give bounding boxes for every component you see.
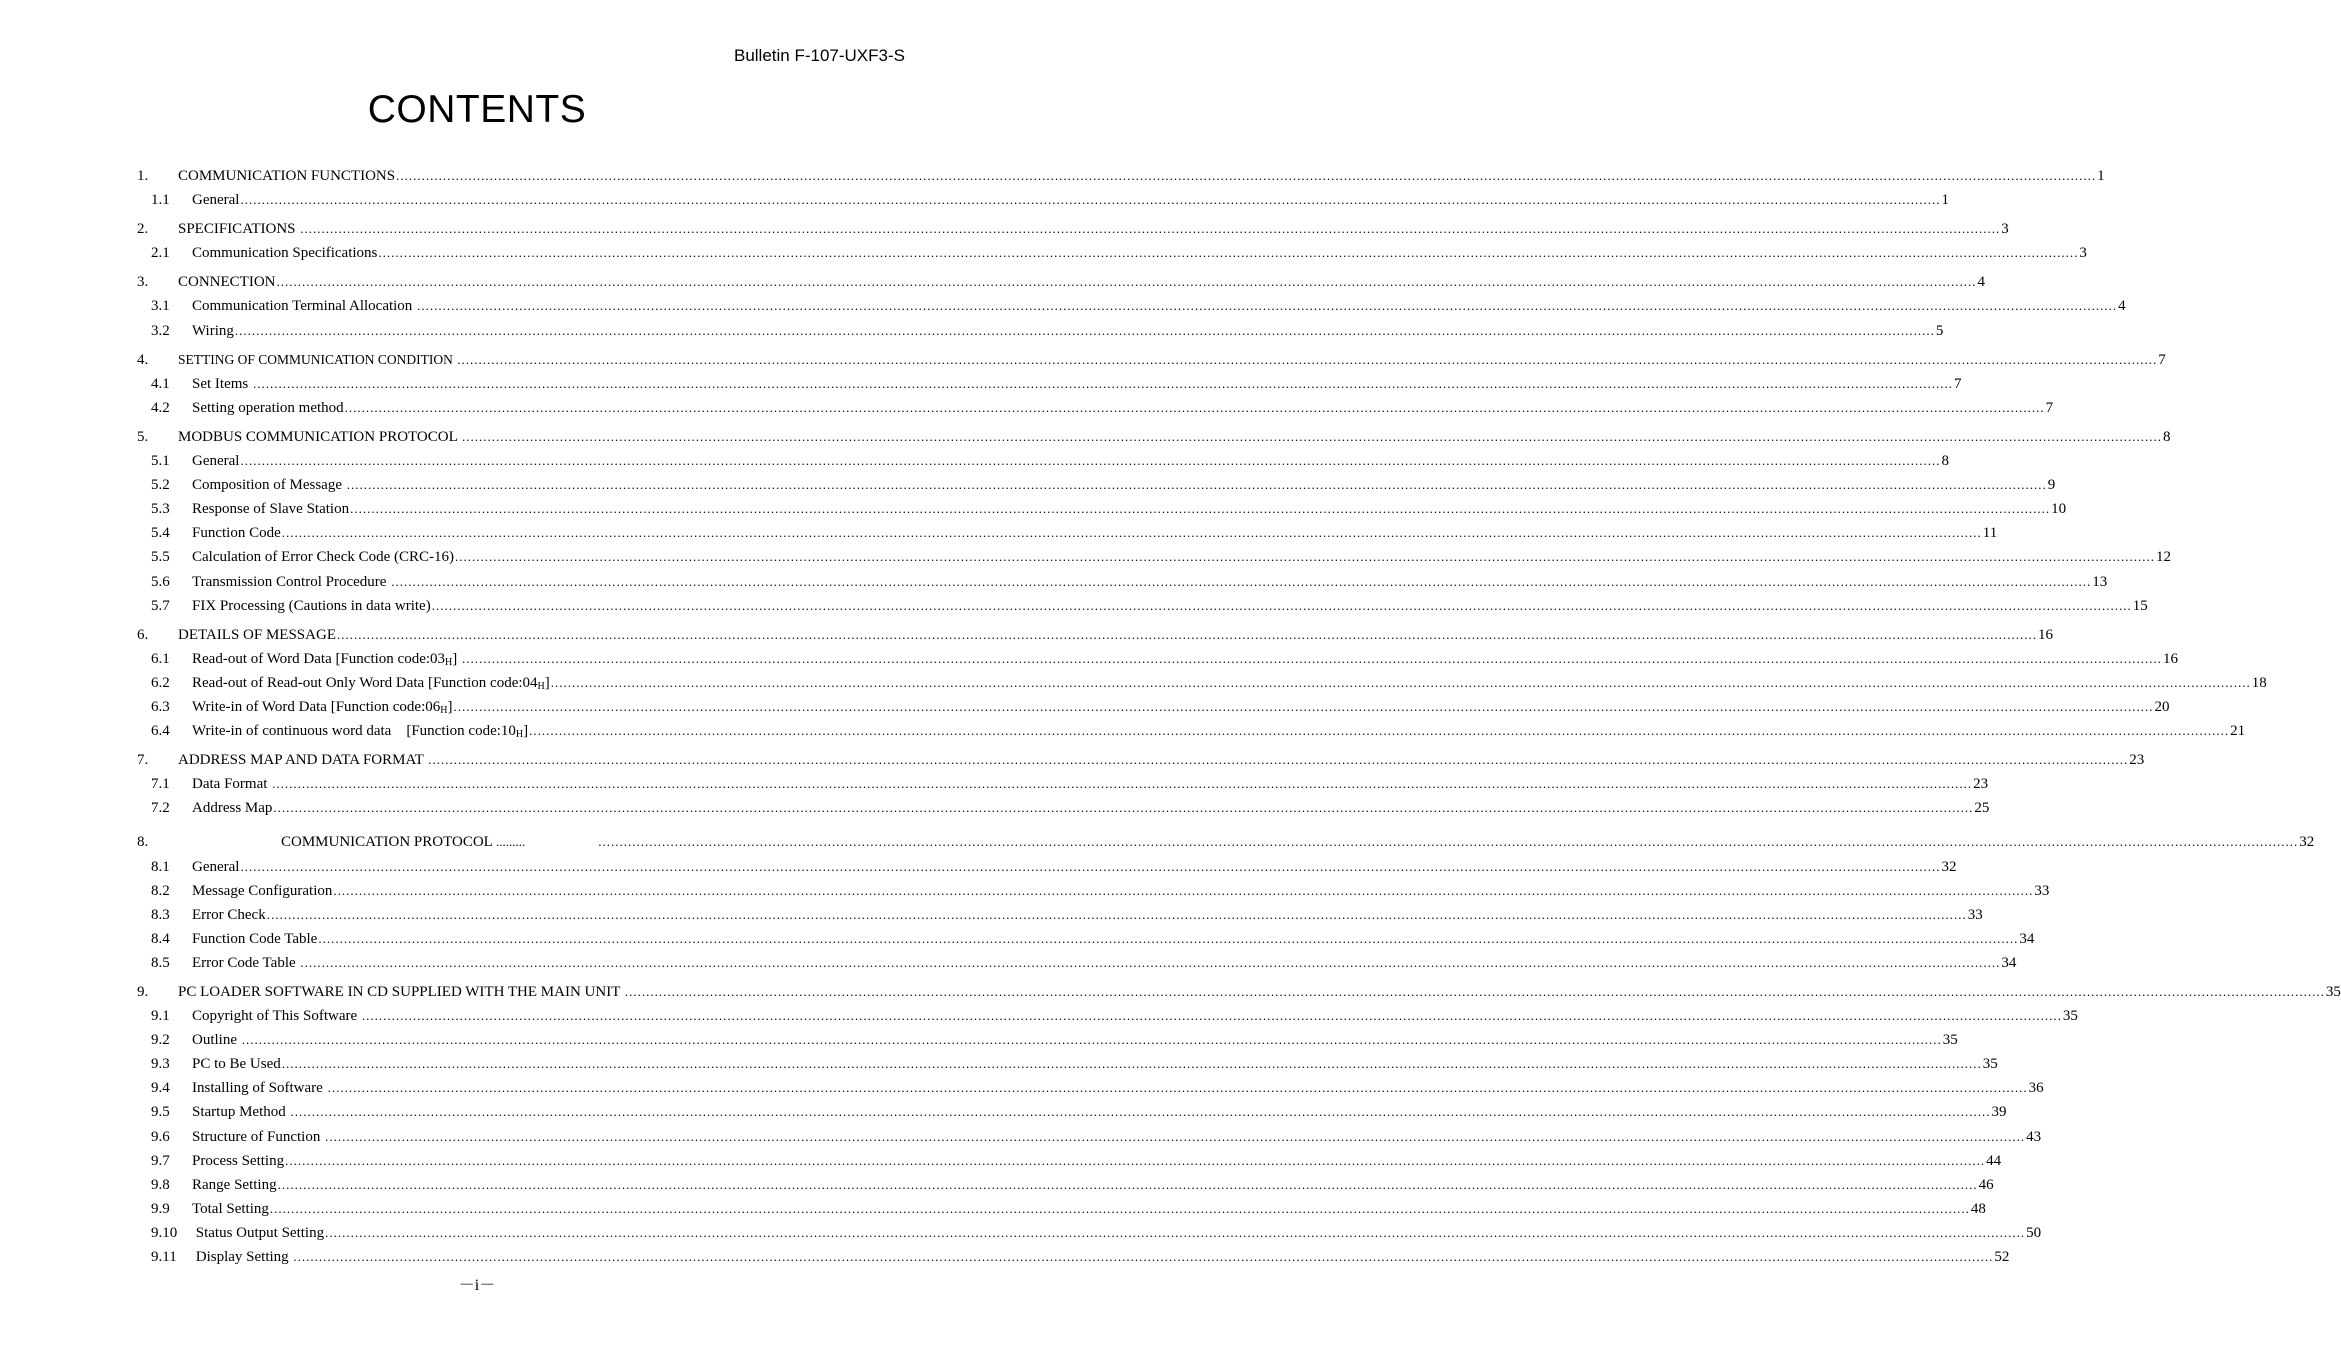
toc-title: CONNECTION (178, 274, 276, 291)
toc-leader: ................................................................................................................................................................................................................................................................................................................................................................................................................ (293, 1249, 1994, 1265)
toc-title: Write-in of Word Data [Function $code:06_H$] (192, 698, 453, 716)
toc-number: 8.5 (151, 954, 170, 971)
toc-page-number: 23 (1973, 776, 1989, 793)
toc-leader: ......... (496, 834, 526, 850)
toc-subsection[interactable] (137, 319, 1944, 343)
toc-page-number: 4 (1977, 274, 1985, 291)
toc-page-number: 35 (2062, 1008, 2078, 1025)
toc-page-number: 1 (1941, 192, 1949, 209)
toc-page-number: 25 (1974, 800, 1990, 817)
toc-title: Function Code (192, 525, 281, 542)
toc-number: 9.6 (151, 1128, 170, 1145)
toc-page-number: 35 (1982, 1056, 1998, 1073)
toc-chapter[interactable] (137, 164, 2105, 188)
toc-page-number: 12 (2156, 549, 2172, 566)
toc-leader: ................................................................................................................................................................................................................................................................................................................................................................................................................ (361, 1008, 2062, 1024)
toc-leader: ................................................................................................................................................................................................................................................................................................................................................................................................................ (378, 245, 2079, 261)
toc-number: 9. (137, 984, 149, 1000)
toc-subsection[interactable] (137, 594, 2148, 618)
toc-number: 9.9 (151, 1200, 170, 1217)
toc-title: Display Setting (192, 1249, 293, 1266)
toc-subsection[interactable] (137, 796, 1990, 820)
toc-leader: ................................................................................................................................................................................................................................................................................................................................................................................................................ (344, 399, 2045, 415)
toc-leader: ................................................................................................................................................................................................................................................................................................................................................................................................................ (281, 1056, 1982, 1072)
toc-page-number: 34 (2001, 954, 2017, 971)
toc-leader: ................................................................................................................................................................................................................................................................................................................................................................................................................ (253, 375, 1953, 391)
toc-title: Status Output Setting (192, 1224, 325, 1241)
toc-page-number: 11 (1982, 525, 1998, 542)
toc-subsection[interactable] (137, 188, 1949, 212)
toc-leader: ................................................................................................................................................................................................................................................................................................................................................................................................................ (273, 800, 1974, 816)
toc-page-number: 36 (2028, 1080, 2044, 1097)
toc-title: Communication Terminal Allocation (192, 298, 417, 315)
toc-title: General (192, 858, 240, 875)
toc-leader: ................................................................................................................................................................................................................................................................................................................................................................................................................ (325, 1224, 2026, 1240)
toc-chapter[interactable] (137, 348, 2166, 372)
toc-leader: ................................................................................................................................................................................................................................................................................................................................................................................................................ (461, 428, 2162, 444)
toc-subsection[interactable] (137, 241, 2087, 265)
toc-title: SPECIFICATIONS (178, 221, 300, 238)
toc-title: ADDRESS MAP AND DATA FORMAT (178, 752, 428, 769)
toc-subsection[interactable] (137, 294, 2126, 318)
toc-leader: ................................................................................................................................................................................................................................................................................................................................................................................................................ (550, 674, 2251, 690)
toc-title: Outline (192, 1032, 241, 1049)
toc-leader: ................................................................................................................................................................................................................................................................................................................................................................................................................ (290, 1104, 1991, 1120)
toc-page-number: 35 (1942, 1032, 1958, 1049)
toc-subsection[interactable] (137, 473, 2056, 497)
toc-leader: ................................................................................................................................................................................................................................................................................................................................................................................................................ (391, 573, 2092, 589)
toc-page-number: 9 (2047, 477, 2056, 494)
toc-title: Set Items (192, 375, 252, 392)
toc-number: 3. (137, 274, 149, 291)
toc-subsection[interactable] (137, 1173, 1994, 1197)
toc-number: 9.7 (151, 1152, 170, 1169)
toc-leader: ................................................................................................................................................................................................................................................................................................................................................................................................................ (462, 650, 2163, 666)
toc-number: 5.5 (151, 549, 170, 566)
toc-subsection[interactable] (137, 1100, 2007, 1124)
toc-number: 9.1 (151, 1008, 170, 1025)
toc-number: 7.2 (151, 800, 170, 817)
toc-title: Structure of Function (192, 1128, 325, 1145)
toc-leader: ................................................................................................................................................................................................................................................................................................................................................................................................................ (266, 906, 1967, 922)
page-number: －i－ (458, 1277, 496, 1294)
toc-subsection[interactable] (137, 647, 2179, 671)
toc-page-number: 33 (1967, 906, 1983, 923)
toc-title: Total Setting (192, 1200, 269, 1217)
toc-title: COMMUNICATION FUNCTIONS (178, 168, 396, 184)
toc-title: Error Code Table (192, 954, 300, 971)
toc-subsection[interactable] (137, 1197, 1986, 1221)
toc-number: 3.2 (151, 322, 170, 339)
toc-leader: ................................................................................................................................................................................................................................................................................................................................................................................................................ (333, 882, 2034, 898)
toc-subsection[interactable] (137, 497, 2067, 521)
toc-page-number: 16 (2163, 650, 2179, 667)
toc-title: Startup Method (192, 1104, 290, 1121)
toc-chapter[interactable] (137, 748, 2145, 772)
toc-leader: ................................................................................................................................................................................................................................................................................................................................................................................................................ (428, 752, 2129, 768)
page-title: CONTENTS (367, 88, 587, 131)
toc-leader: ................................................................................................................................................................................................................................................................................................................................................................................................................ (624, 984, 2325, 999)
toc-number: 5.3 (151, 501, 170, 518)
toc-page-number: 3 (2079, 245, 2087, 262)
toc-subsection[interactable] (137, 855, 1957, 879)
toc-number: 9.4 (151, 1080, 170, 1097)
toc-number: 5. (137, 428, 149, 445)
toc-title: Read-out of Word Data [Function $code:03_H$] (192, 650, 462, 668)
toc-page-number: 1 (2097, 168, 2105, 184)
toc-title: Address Map (192, 800, 273, 817)
toc-number: 6.2 (151, 674, 170, 691)
toc-page-number: 15 (2132, 597, 2148, 614)
toc-number: 2. (137, 221, 149, 238)
toc-subsection[interactable] (137, 1125, 2042, 1149)
toc-title: Range Setting (192, 1176, 277, 1193)
toc-leader: ................................................................................................................................................................................................................................................................................................................................................................................................................ (529, 723, 2230, 739)
toc-page-number: 50 (2026, 1224, 2042, 1241)
toc-number: 4.2 (151, 399, 170, 416)
toc-page-number: 43 (2026, 1128, 2042, 1145)
toc-page-number: 32 (1941, 858, 1957, 875)
toc-subsection[interactable] (137, 903, 1983, 927)
toc-number: 3.1 (151, 298, 170, 315)
toc-number: 8.2 (151, 882, 170, 899)
toc-leader: ................................................................................................................................................................................................................................................................................................................................................................................................................ (431, 597, 2132, 613)
toc-page-number: 10 (2051, 501, 2067, 518)
toc-page-number: 7 (2045, 399, 2054, 416)
toc-leader: ................................................................................................................................................................................................................................................................................................................................................................................................................ (417, 298, 2118, 314)
toc-title: Communication Specifications (192, 245, 378, 262)
toc-leader: ................................................................................................................................................................................................................................................................................................................................................................................................................ (457, 351, 2158, 367)
toc-title: Transmission Control Procedure (192, 573, 391, 590)
toc-page-number: 48 (1970, 1200, 1986, 1217)
toc-number: 9.5 (151, 1104, 170, 1121)
toc-number: 8.1 (151, 858, 170, 875)
toc-leader: ................................................................................................................................................................................................................................................................................................................................................................................................................ (276, 274, 1977, 290)
toc-page-number: 20 (2154, 698, 2170, 715)
toc-subsection[interactable] (137, 396, 2054, 420)
toc-title: Calculation of Error Check Code (CRC-16) (192, 549, 455, 566)
toc-page-number: 8 (1941, 453, 1949, 470)
toc-title: FIX Processing (Cautions in data write) (192, 597, 431, 614)
toc-subsection[interactable] (137, 695, 2170, 719)
toc-title: Error Check (192, 906, 266, 923)
toc-title: Wiring (192, 322, 234, 339)
toc-leader: ................................................................................................................................................................................................................................................................................................................................................................................................................ (269, 1200, 1970, 1216)
toc-number: 4. (137, 351, 149, 368)
toc-page-number: 8 (2162, 428, 2171, 445)
toc-number: 5.7 (151, 597, 170, 614)
toc-number: 6.1 (151, 650, 170, 667)
toc-leader: ................................................................................................................................................................................................................................................................................................................................................................................................................ (327, 1080, 2028, 1096)
toc-number: 5.4 (151, 525, 170, 542)
toc-chapter[interactable] (137, 830, 2315, 854)
toc-title: Data Format (192, 776, 272, 793)
toc-chapter[interactable] (137, 980, 2341, 1004)
toc-leader: ................................................................................................................................................................................................................................................................................................................................................................................................................ (300, 221, 2001, 237)
toc-title: General (192, 192, 240, 209)
toc-title: PC LOADER SOFTWARE IN CD SUPPLIED WITH THE MAIN UNIT (178, 984, 624, 1000)
toc-title: Write-in of continuous word data [Function $code:10_H$] (192, 723, 529, 741)
toc-page-number: 34 (2019, 930, 2035, 947)
toc-leader: ................................................................................................................................................................................................................................................................................................................................................................................................................ (277, 1176, 1978, 1192)
toc-title: General (192, 453, 240, 470)
toc-number: 6. (137, 626, 149, 643)
toc-leader: ................................................................................................................................................................................................................................................................................................................................................................................................................ (285, 1152, 1986, 1168)
toc-title: MODBUS COMMUNICATION PROTOCOL (178, 428, 461, 445)
toc-number: 7.1 (151, 776, 170, 793)
toc-leader: ................................................................................................................................................................................................................................................................................................................................................................................................................ (240, 192, 1941, 208)
toc-title: Composition of Message (192, 477, 346, 494)
table-of-contents (137, 164, 2341, 1269)
toc-number: 6.3 (151, 698, 170, 715)
toc-page-number: 7 (2158, 351, 2166, 368)
toc-title: PC to Be Used (192, 1056, 281, 1073)
toc-number: 9.10 (151, 1224, 178, 1241)
toc-number: 8.4 (151, 930, 170, 947)
toc-subsection[interactable] (137, 1149, 2002, 1173)
toc-leader: ................................................................................................................................................................................................................................................................................................................................................................................................................ (346, 477, 2047, 493)
toc-subsection[interactable] (137, 545, 2172, 569)
toc-subsection[interactable] (137, 1028, 1958, 1052)
toc-title: DETAILS OF MESSAGE (178, 626, 336, 643)
toc-leader: ................................................................................................................................................................................................................................................................................................................................................................................................................ (234, 322, 1935, 338)
toc-leader: ................................................................................................................................................................................................................................................................................................................................................................................................................ (325, 1128, 2026, 1144)
toc-leader: ................................................................................................................................................................................................................................................................................................................................................................................................................ (240, 858, 1941, 874)
toc-leader: ................................................................................................................................................................................................................................................................................................................................................................................................................ (240, 453, 1941, 469)
toc-leader: ................................................................................................................................................................................................................................................................................................................................................................................................................ (318, 930, 2019, 946)
toc-subsection[interactable] (137, 372, 1962, 396)
toc-title: Message Configuration (192, 882, 333, 899)
toc-subsection[interactable] (137, 671, 2267, 695)
toc-number: 8. (137, 834, 149, 851)
toc-page-number: 52 (1994, 1249, 2010, 1266)
toc-page-number: 46 (1978, 1176, 1994, 1193)
toc-leader: ................................................................................................................................................................................................................................................................................................................................................................................................................ (350, 501, 2051, 517)
toc-page-number: 39 (1991, 1104, 2007, 1121)
toc-chapter[interactable] (137, 217, 2009, 241)
toc-subsection[interactable] (137, 1221, 2042, 1245)
toc-leader: ................................................................................................................................................................................................................................................................................................................................................................................................................ (300, 954, 2001, 970)
toc-number: 5.1 (151, 453, 170, 470)
toc-title: COMMUNICATION PROTOCOL (281, 834, 497, 851)
toc-page-number: 21 (2230, 723, 2246, 740)
toc-number: 5.2 (151, 477, 170, 494)
toc-number: 2.1 (151, 245, 170, 262)
toc-page-number: 32 (2299, 834, 2315, 851)
toc-subsection[interactable] (137, 879, 2050, 903)
toc-number: 9.11 (151, 1249, 177, 1266)
toc-leader: ................................................................................................................................................................................................................................................................................................................................................................................................................ (281, 525, 1982, 541)
toc-leader: ................................................................................................................................................................................................................................................................................................................................................................................................................ (396, 168, 2097, 183)
toc-number: 1.1 (151, 192, 170, 209)
toc-subsection[interactable] (137, 1245, 2010, 1269)
toc-title: Process Setting (192, 1152, 285, 1169)
toc-title: SETTING OF COMMUNICATION CONDITION (178, 351, 457, 367)
toc-page-number: 16 (2037, 626, 2053, 643)
toc-chapter[interactable] (137, 270, 1985, 294)
toc-subsection[interactable] (137, 1076, 2044, 1100)
toc-page-number: 4 (2118, 298, 2126, 315)
toc-title: Response of Slave Station (192, 501, 350, 518)
toc-page-number: 13 (2092, 573, 2108, 590)
toc-leader: ................................................................................................................................................................................................................................................................................................................................................................................................................ (453, 698, 2154, 714)
toc-number: 9.2 (151, 1032, 170, 1049)
toc-subsection[interactable] (137, 1004, 2078, 1028)
toc-number: 4.1 (151, 375, 170, 392)
toc-title: Copyright of This Software (192, 1008, 361, 1025)
toc-page-number: 18 (2251, 674, 2267, 691)
toc-page-number: 7 (1954, 375, 1962, 392)
toc-subsection[interactable] (137, 951, 2017, 975)
toc-number: 9.8 (151, 1176, 170, 1193)
toc-page-number: 23 (2129, 752, 2145, 769)
toc-leader: ................................................................................................................................................................................................................................................................................................................................................................................................................ (336, 626, 2037, 642)
toc-page-number: 5 (1935, 322, 1944, 339)
toc-chapter[interactable] (137, 623, 2053, 647)
toc-number: 1. (137, 168, 149, 184)
toc-subsection[interactable] (137, 570, 2108, 594)
toc-subsection[interactable] (137, 772, 1989, 796)
toc-title: Read-out of Read-out Only Word Data [Function $code:04_H$] (192, 674, 550, 692)
toc-title: Setting operation method (192, 399, 344, 416)
toc-subsection[interactable] (137, 449, 1949, 473)
toc-chapter[interactable] (137, 425, 2171, 449)
toc-number: 8.3 (151, 906, 170, 923)
toc-leader: ................................................................................................................................................................................................................................................................................................................................................................................................................ (598, 834, 2299, 850)
toc-leader: ................................................................................................................................................................................................................................................................................................................................................................................................................ (455, 549, 2156, 565)
toc-page-number: 35 (2325, 984, 2341, 1000)
toc-number: 6.4 (151, 723, 170, 740)
toc-leader: ................................................................................................................................................................................................................................................................................................................................................................................................................ (241, 1032, 1942, 1048)
toc-subsection[interactable] (137, 719, 2246, 743)
toc-title: Installing of Software (192, 1080, 327, 1097)
toc-subsection[interactable] (137, 927, 2035, 951)
toc-subsection[interactable] (137, 1052, 1998, 1076)
toc-leader: ................................................................................................................................................................................................................................................................................................................................................................................................................ (272, 776, 1973, 792)
toc-number: 9.3 (151, 1056, 170, 1073)
toc-page-number: 44 (1986, 1152, 2002, 1169)
toc-title: Function Code Table (192, 930, 318, 947)
toc-page-number: 3 (2001, 221, 2009, 238)
bulletin-number: Bulletin F-107-UXF3-S (733, 46, 905, 65)
toc-number: 7. (137, 752, 149, 769)
toc-number: 5.6 (151, 573, 170, 590)
toc-subsection[interactable] (137, 521, 1998, 545)
toc-page-number: 33 (2034, 882, 2050, 899)
